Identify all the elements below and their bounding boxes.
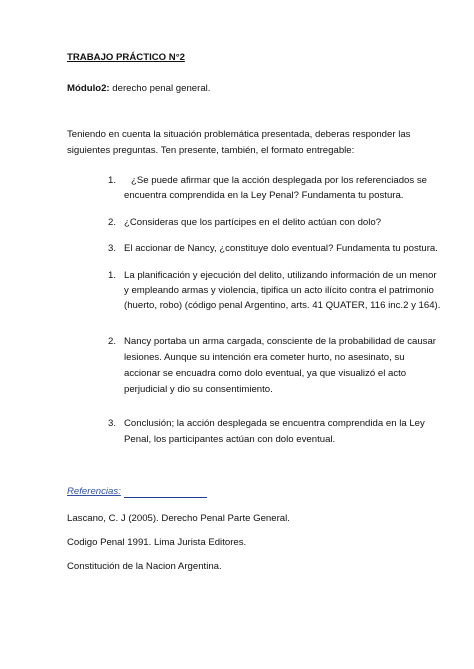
answer-line: y empleando armas y violencia, tipifica un acto ilícito contra el patrimonio (124, 285, 434, 296)
module-text: derecho penal general. (109, 83, 211, 94)
answer-line: Penal, los participantes actúan con dolo eventual. (124, 434, 336, 445)
question-number: 3. (108, 243, 117, 254)
answer-number: 2. (108, 336, 117, 347)
reference-item: Lascano, C. J (2005). Derecho Penal Parte General. (67, 513, 290, 524)
answer-number: 3. (108, 418, 117, 429)
answer-number: 1. (108, 270, 117, 281)
answer-line: Nancy portaba un arma cargada, consciente de la probabilidad de causar (124, 336, 436, 347)
question-line: ¿Se puede afirmar que la acción desplegada por los referenciados se (131, 175, 427, 186)
references-underline (124, 497, 207, 498)
intro-line-2: siguientes preguntas. Ten presente, también, el formato entregable: (67, 145, 355, 156)
module-line (67, 81, 210, 97)
question-line: ¿Consideras que los partícipes en el delito actúan con dolo? (124, 217, 382, 228)
reference-item: Codigo Penal 1991. Lima Jurista Editores. (67, 537, 247, 548)
question-number: 2. (108, 217, 117, 228)
answer-line: lesiones. Aunque su intención era cometer hurto, no asesinato, su (124, 352, 405, 363)
reference-item: Constitución de la Nacion Argentina. (67, 561, 222, 572)
document-title: TRABAJO PRÁCTICO N°2 (67, 52, 185, 63)
module-label: Módulo2: (67, 83, 110, 94)
question-number: 1. (108, 175, 117, 186)
answer-line: (huerto, robo) (código penal Argentino, arts. 41 QUATER, 116 inc.2 y 164). (124, 300, 441, 311)
references-heading: Referencias: (67, 486, 121, 497)
answer-line: accionar se encuadra como dolo eventual, ya que visualizó el acto (124, 368, 407, 379)
answer-line: La planificación y ejecución del delito, utilizando información de un menor (124, 270, 437, 281)
question-line: El accionar de Nancy, ¿constituye dolo eventual? Fundamenta tu postura. (124, 243, 438, 254)
answer-line: perjudicial y dio su consentimiento. (124, 384, 273, 395)
intro-line-1: Teniendo en cuenta la situación problemática presentada, deberas responder las (67, 129, 411, 140)
answer-line: Conclusión; la acción desplegada se encuentra comprendida en la Ley (124, 418, 425, 429)
question-line: encuentra comprendida en la Ley Penal? Fundamenta tu postura. (124, 190, 404, 201)
